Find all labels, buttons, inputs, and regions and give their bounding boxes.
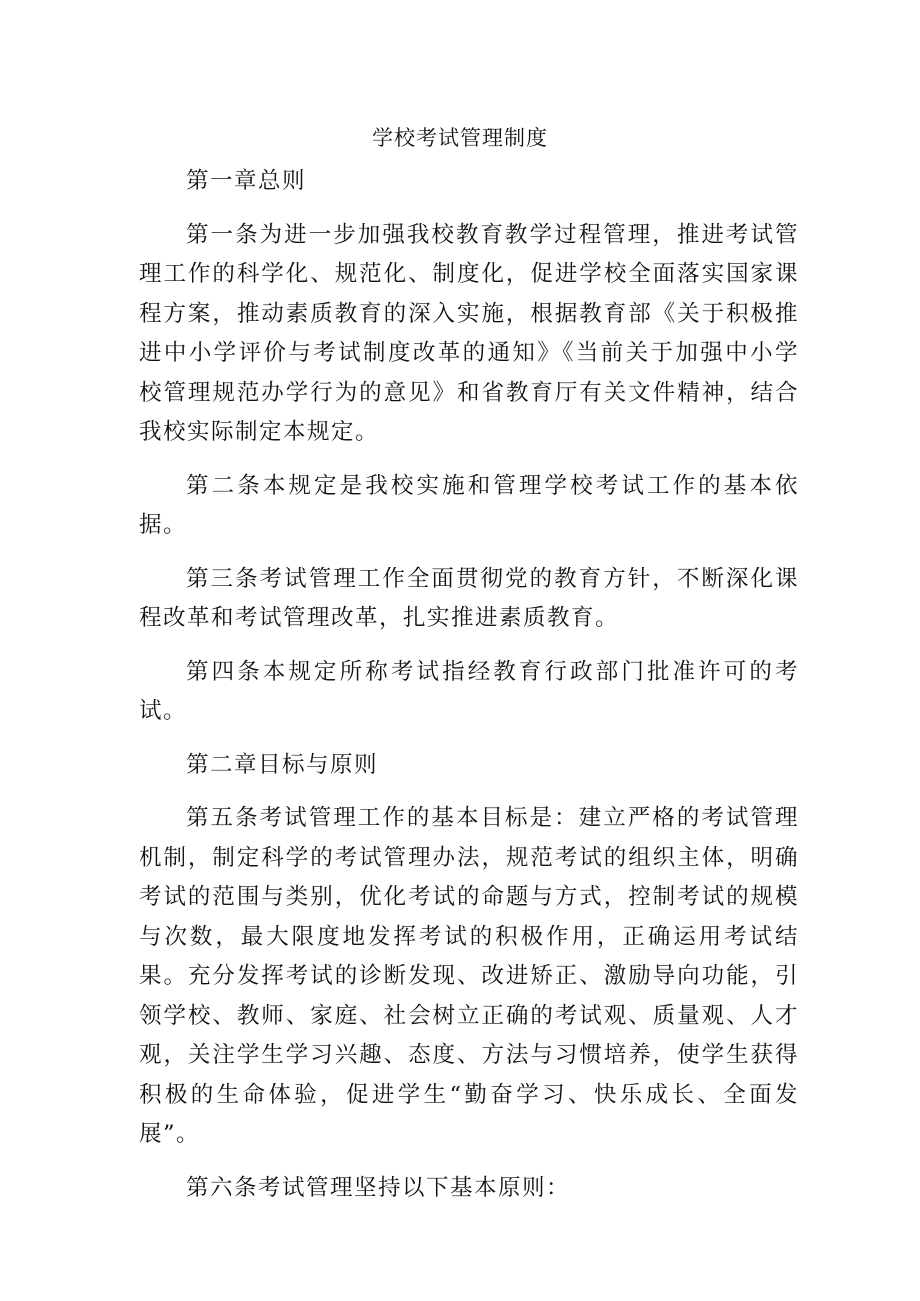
article-5: 第五条考试管理工作的基本目标是：建立严格的考试管理机制，制定科学的考试管理办法，规范考试的组织主体，明确考试的范围与类别，优化考试的命题与方式，控制考试的规模与次数，最大限度地发挥考试的积极作用，正确运用考试结果。充分发挥考试的诊断发现、改进矫正、激励导向功能，引领学校、教师、家庭、社会树立正确的考试观、质量观、人才观，关注学生学习兴趣、态度、方法与习惯培养，使学生获得积极的生命体验，促进学生“勤奋学习、快乐成长、全面发展”。: [139, 805, 799, 1147]
article-6: 第六条考试管理坚持以下基本原则：: [186, 1174, 571, 1201]
article-2: 第二条本规定是我校实施和管理学校考试工作的基本依据。: [139, 472, 799, 538]
article-4: 第四条本规定所称考试指经教育行政部门批准许可的考试。: [139, 658, 799, 724]
document-title: 学校考试管理制度: [372, 126, 548, 150]
article-1: 第一条为进一步加强我校教育教学过程管理，推进考试管理工作的科学化、规范化、制度化，促进学校全面落实国家课程方案，推动素质教育的深入实施，根据教育部《关于积极推进中小学评价与考试制度改革的通知》《当前关于加强中小学校管理规范办学行为的意见》和省教育厅有关文件精神，结合我校实际制定本规定。: [139, 221, 799, 445]
article-3: 第三条考试管理工作全面贯彻党的教育方针，不断深化课程改革和考试管理改革，扎实推进素质教育。: [139, 565, 799, 631]
document-body: [139, 162, 799, 1208]
chapter-heading-2: 第二章目标与原则: [186, 751, 379, 778]
chapter-heading-1: 第一章总则: [186, 168, 307, 194]
